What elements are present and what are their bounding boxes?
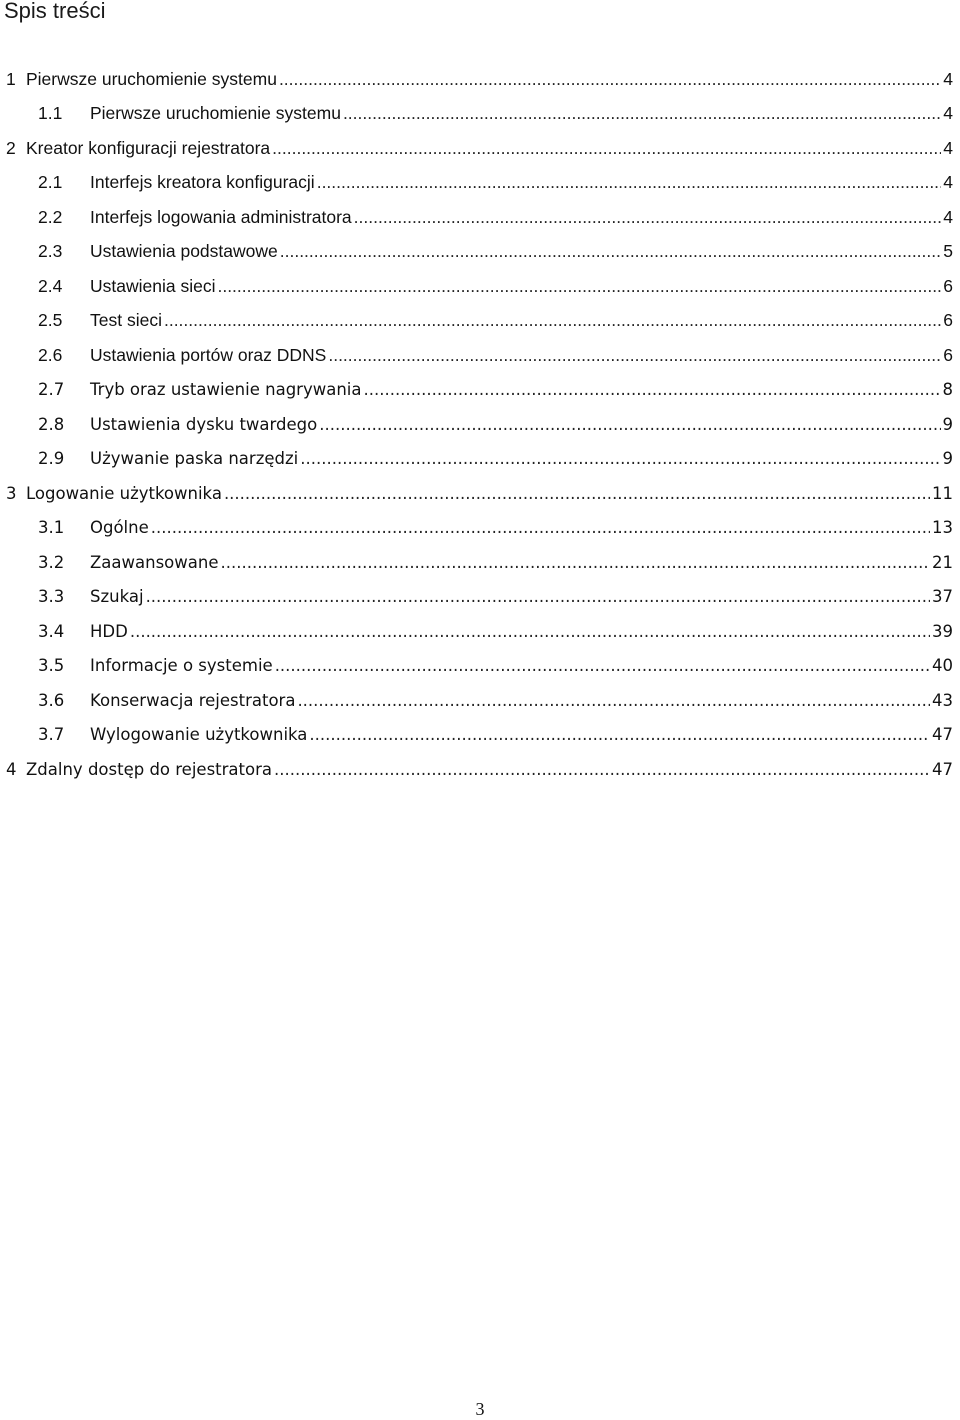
toc-entry-number: 3.1 [38,518,65,538]
dot-leader [164,310,941,331]
toc-entry-page: 39 [932,621,953,641]
toc-entry-label: Używanie paska narzędzi [90,449,299,469]
dot-leader [275,656,930,675]
toc-entry-page: 21 [932,552,953,572]
toc-entry-label: Ustawienia portów oraz DDNS [90,344,327,365]
toc-entry-page: 6 [943,310,953,331]
toc-entry-page: 6 [943,344,953,365]
toc-entry-label: Ustawienia podstawowe [90,241,278,262]
toc-entry-page: 5 [943,241,953,262]
toc-entry-number: 2.9 [38,449,65,469]
toc-entry-page: 47 [932,759,953,779]
toc-entry-label: Zdalny dostęp do rejestratora [26,759,272,779]
toc-entry-page: 13 [932,518,953,538]
toc-entry[interactable] [0,338,960,373]
dot-leader [319,415,940,434]
toc-entry[interactable] [0,718,960,753]
toc-entry-page: 4 [943,137,953,158]
toc-entry-number: 1 [6,68,16,89]
toc-entry-page: 4 [943,103,953,124]
toc-entry-page: 4 [943,172,953,193]
toc-entry[interactable] [0,373,960,408]
dot-leader [343,103,941,124]
toc-entry[interactable] [0,166,960,201]
toc-entry[interactable] [0,442,960,477]
toc-entry-label: Zaawansowane [90,552,219,572]
toc-entry[interactable] [0,407,960,442]
toc-entry-page: 4 [943,68,953,89]
toc-entry-label: HDD [90,621,128,641]
dot-leader [309,725,930,744]
toc-entry-label: Informacje o systemie [90,656,273,676]
toc-entry[interactable] [0,614,960,649]
toc-entry-number: 2 [6,137,16,158]
toc-entry-page: 40 [932,656,953,676]
toc-entry-label: Test sieci [90,310,162,331]
toc-entry-label: Kreator konfiguracji rejestratora [26,137,271,158]
toc-entry-number: 2.8 [38,414,65,434]
toc-entry-label: Konserwacja rejestratora [90,690,296,710]
dot-leader [280,241,942,262]
toc-entry-page: 8 [942,380,953,400]
dot-leader [363,380,940,399]
toc-entry-number: 4 [6,759,17,779]
toc-entry-label: Interfejs logowania administratora [90,206,352,227]
toc-entry[interactable] [0,511,960,546]
toc-entry-page: 9 [942,449,953,469]
table-of-contents [0,62,960,787]
toc-entry-page: 43 [932,690,953,710]
toc-entry-number: 3.7 [38,725,65,745]
toc-entry-number: 2.4 [38,275,63,296]
dot-leader [224,484,930,503]
toc-entry-label: Tryb oraz ustawienie nagrywania [90,380,362,400]
toc-entry-label: Pierwsze uruchomienie systemu [26,68,277,89]
toc-entry-number: 2.2 [38,206,63,227]
toc-entry[interactable] [0,752,960,787]
toc-entry-label: Logowanie użytkownika [26,483,222,503]
toc-entry-number: 2.3 [38,241,63,262]
dot-leader [146,587,930,606]
toc-entry-number: 2.1 [38,172,63,193]
toc-entry[interactable] [0,200,960,235]
toc-entry-number: 2.5 [38,310,63,331]
toc-entry-page: 47 [932,725,953,745]
page-number: 3 [475,1399,485,1419]
toc-entry[interactable] [0,545,960,580]
toc-entry-number: 2.6 [38,344,63,365]
dot-leader [272,138,941,159]
toc-entry-label: Ustawienia dysku twardego [90,414,318,434]
toc-entry-number: 3.5 [38,656,65,676]
toc-entry-number: 3.2 [38,552,65,572]
toc-entry[interactable] [0,97,960,132]
toc-entry-page: 11 [932,483,953,503]
toc-entry-label: Pierwsze uruchomienie systemu [90,103,341,124]
toc-entry[interactable] [0,269,960,304]
toc-entry-page: 9 [942,414,953,434]
toc-entry-number: 3.4 [38,621,65,641]
dot-leader [354,207,942,228]
toc-entry-number: 3 [6,483,17,503]
toc-entry[interactable] [0,580,960,615]
toc-entry-page: 37 [932,587,953,607]
dot-leader [300,449,940,468]
toc-entry[interactable] [0,131,960,166]
toc-entry[interactable] [0,649,960,684]
toc-entry-number: 3.3 [38,587,65,607]
toc-entry-page: 4 [943,206,953,227]
dot-leader [221,553,931,572]
dot-leader [279,69,941,90]
toc-entry[interactable] [0,304,960,339]
dot-leader [317,172,942,193]
dot-leader [297,691,930,710]
dot-leader [217,276,941,297]
dot-leader [274,760,930,779]
page-title: Spis treści [4,0,106,23]
toc-entry[interactable] [0,235,960,270]
toc-entry[interactable] [0,476,960,511]
toc-entry[interactable] [0,683,960,718]
toc-entry-page: 6 [943,275,953,296]
toc-entry-number: 2.7 [38,380,65,400]
dot-leader [130,622,930,641]
toc-entry-number: 1.1 [38,103,63,124]
toc-entry-label: Ustawienia sieci [90,275,216,296]
toc-entry-label: Interfejs kreatora konfiguracji [90,172,315,193]
toc-entry-label: Wylogowanie użytkownika [90,725,308,745]
toc-entry-label: Szukaj [90,587,144,607]
toc-entry[interactable] [0,62,960,97]
toc-entry-number: 3.6 [38,690,65,710]
dot-leader [328,345,941,366]
dot-leader [151,518,930,537]
toc-entry-label: Ogólne [90,518,149,538]
